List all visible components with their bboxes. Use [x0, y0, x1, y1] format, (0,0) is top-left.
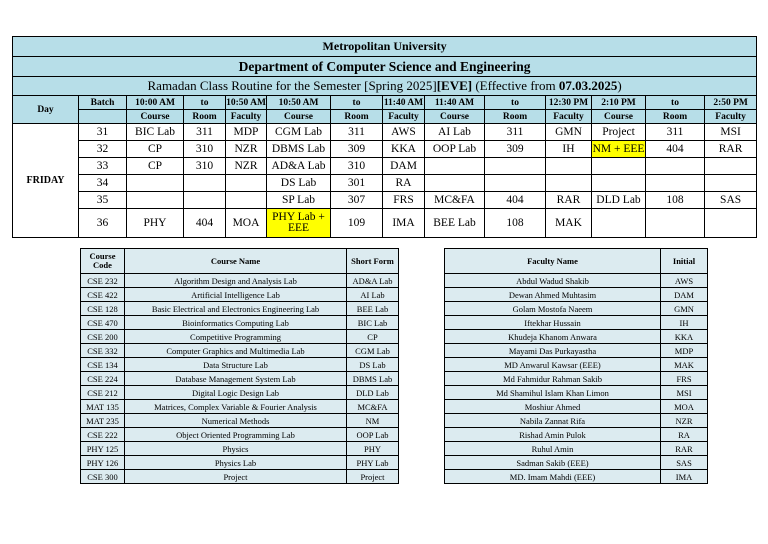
- routine-cell: NZR: [226, 141, 267, 158]
- routine-cell: RA: [383, 175, 425, 192]
- faculty-initial-cell: MSI: [661, 386, 708, 400]
- course-row: [81, 442, 399, 456]
- routine-cell: CGM Lab: [267, 124, 331, 141]
- routine-cell: KKA: [383, 141, 425, 158]
- faculty-name-cell: Md Shamihul Islam Khan Limon: [445, 386, 661, 400]
- course-code-header: Course Code: [81, 249, 125, 274]
- routine-cell: BIC Lab: [127, 124, 184, 141]
- course-name-cell: Basic Electrical and Electronics Engineering Lab: [125, 302, 347, 316]
- course-row: [81, 274, 399, 288]
- faculty-initial-cell: MOA: [661, 400, 708, 414]
- course-name-cell: Data Structure Lab: [125, 358, 347, 372]
- column-subheader: Room: [485, 110, 546, 124]
- routine-cell: [646, 209, 705, 238]
- routine-cell: 404: [184, 209, 226, 238]
- routine-cell: 108: [485, 209, 546, 238]
- faculty-initial-cell: RAR: [661, 442, 708, 456]
- routine-cell: [425, 175, 485, 192]
- course-name-cell: Object Oriented Programming Lab: [125, 428, 347, 442]
- routine-cell: AWS: [383, 124, 425, 141]
- faculty-name-cell: Ruhul Amin: [445, 442, 661, 456]
- day-cell: FRIDAY: [13, 124, 79, 238]
- batch-cell: 31: [79, 124, 127, 141]
- routine-cell: [705, 175, 757, 192]
- batch-cell: 35: [79, 192, 127, 209]
- routine-cell: GMN: [546, 124, 592, 141]
- faculty-name-header: Faculty Name: [445, 249, 661, 274]
- routine-cell: IMA: [383, 209, 425, 238]
- column-subheader: Course: [425, 110, 485, 124]
- routine-cell: 310: [184, 158, 226, 175]
- routine-cell: CP: [127, 158, 184, 175]
- course-name-cell: Physics Lab: [125, 456, 347, 470]
- time-header: 12:30 PM: [546, 96, 592, 110]
- routine-title: Ramadan Class Routine for the Semester [Spring 2025][EVE] (Effective from 07.03.2025): [13, 77, 757, 96]
- time-header: 10:50 AM: [267, 96, 331, 110]
- short-form-cell: OOP Lab: [347, 428, 399, 442]
- course-code-cell: CSE 470: [81, 316, 125, 330]
- faculty-initial-cell: MAK: [661, 358, 708, 372]
- short-form-cell: Project: [347, 470, 399, 484]
- short-form-cell: CP: [347, 330, 399, 344]
- routine-cell: NZR: [226, 158, 267, 175]
- time-header: to: [184, 96, 226, 110]
- column-subheader: Room: [184, 110, 226, 124]
- routine-cell: MDP: [226, 124, 267, 141]
- batch-cell: 36: [79, 209, 127, 238]
- routine-cell: RAR: [546, 192, 592, 209]
- short-form-cell: NM: [347, 414, 399, 428]
- routine-cell: [184, 175, 226, 192]
- course-code-cell: CSE 222: [81, 428, 125, 442]
- routine-cell: 108: [646, 192, 705, 209]
- routine-cell: DAM: [383, 158, 425, 175]
- faculty-name-cell: Nabila Zannat Rifa: [445, 414, 661, 428]
- routine-cell: [705, 209, 757, 238]
- faculty-name-cell: MD Anwarul Kawsar (EEE): [445, 358, 661, 372]
- routine-cell: MSI: [705, 124, 757, 141]
- batch-header: Batch: [79, 96, 127, 110]
- faculty-initial-cell: NZR: [661, 414, 708, 428]
- routine-cell: [226, 192, 267, 209]
- routine-cell: MOA: [226, 209, 267, 238]
- routine-cell: 310: [331, 158, 383, 175]
- course-code-cell: PHY 125: [81, 442, 125, 456]
- course-row: [81, 400, 399, 414]
- short-form-header: Short Form: [347, 249, 399, 274]
- faculty-name-cell: Md Fahmidur Rahman Sakib: [445, 372, 661, 386]
- routine-cell: AI Lab: [425, 124, 485, 141]
- batch-cell: 33: [79, 158, 127, 175]
- time-header: 11:40 AM: [383, 97, 424, 108]
- faculty-initial-cell: SAS: [661, 456, 708, 470]
- course-row: [81, 456, 399, 470]
- time-header: 2:10 PM: [592, 96, 646, 110]
- department-name: Department of Computer Science and Engineering: [13, 57, 757, 77]
- routine-cell: MAK: [546, 209, 592, 238]
- faculty-legend-table: [444, 248, 708, 484]
- routine-cell: SAS: [705, 192, 757, 209]
- course-name-cell: Digital Logic Design Lab: [125, 386, 347, 400]
- routine-cell: Project: [592, 124, 646, 141]
- time-header: to: [485, 96, 546, 110]
- faculty-initial-cell: FRS: [661, 372, 708, 386]
- routine-cell: 311: [646, 124, 705, 141]
- course-name-cell: Competitive Programming: [125, 330, 347, 344]
- course-name-cell: Numerical Methods: [125, 414, 347, 428]
- course-name-cell: Project: [125, 470, 347, 484]
- routine-cell-highlighted: NM + EEE: [592, 141, 646, 158]
- faculty-initial-cell: KKA: [661, 330, 708, 344]
- routine-cell: [592, 175, 646, 192]
- routine-cell: 109: [331, 209, 383, 238]
- routine-cell: DBMS Lab: [267, 141, 331, 158]
- routine-cell: 301: [331, 175, 383, 192]
- course-name-cell: Artificial Intelligence Lab: [125, 288, 347, 302]
- course-legend-table: [80, 248, 399, 484]
- course-code-cell: MAT 135: [81, 400, 125, 414]
- course-row: [81, 316, 399, 330]
- routine-cell: [485, 158, 546, 175]
- course-row: [81, 470, 399, 484]
- batch-subheader: [79, 110, 127, 124]
- routine-cell: DS Lab: [267, 175, 331, 192]
- course-name-cell: Algorithm Design and Analysis Lab: [125, 274, 347, 288]
- time-header: to: [331, 96, 383, 110]
- faculty-row: [445, 330, 708, 344]
- routine-cell: [546, 175, 592, 192]
- routine-cell: 404: [485, 192, 546, 209]
- routine-cell: 404: [646, 141, 705, 158]
- faculty-name-cell: Golam Mostofa Naeem: [445, 302, 661, 316]
- course-code-cell: CSE 422: [81, 288, 125, 302]
- faculty-row: [445, 414, 708, 428]
- routine-cell-highlighted: PHY Lab + EEE: [267, 209, 331, 238]
- faculty-row: [445, 302, 708, 316]
- routine-cell: [226, 175, 267, 192]
- course-name-header: Course Name: [125, 249, 347, 274]
- faculty-row: [445, 428, 708, 442]
- faculty-row: [445, 316, 708, 330]
- routine-cell: [425, 158, 485, 175]
- routine-cell: 310: [184, 141, 226, 158]
- column-subheader: Course: [267, 110, 331, 124]
- routine-cell: DLD Lab: [592, 192, 646, 209]
- course-code-cell: CSE 134: [81, 358, 125, 372]
- column-subheader: Faculty: [383, 110, 425, 124]
- faculty-row: [445, 358, 708, 372]
- course-row: [81, 344, 399, 358]
- routine-cell: 307: [331, 192, 383, 209]
- faculty-row: [445, 442, 708, 456]
- time-header: 2:50 PM: [705, 96, 757, 110]
- routine-cell: [646, 175, 705, 192]
- routine-cell: AD&A Lab: [267, 158, 331, 175]
- routine-cell: [184, 192, 226, 209]
- class-routine-table: [12, 36, 757, 238]
- short-form-cell: BIC Lab: [347, 316, 399, 330]
- faculty-row: [445, 456, 708, 470]
- time-header: 10:00 AM: [127, 96, 184, 110]
- routine-cell: [592, 158, 646, 175]
- short-form-cell: PHY: [347, 442, 399, 456]
- routine-cell: CP: [127, 141, 184, 158]
- column-subheader: Room: [331, 110, 383, 124]
- course-name-cell: Computer Graphics and Multimedia Lab: [125, 344, 347, 358]
- short-form-cell: DLD Lab: [347, 386, 399, 400]
- faculty-initial-cell: AWS: [661, 274, 708, 288]
- faculty-name-cell: Khudeja Khanom Anwara: [445, 330, 661, 344]
- course-name-cell: Bioinformatics Computing Lab: [125, 316, 347, 330]
- faculty-name-cell: Abdul Wadud Shakib: [445, 274, 661, 288]
- course-code-cell: PHY 126: [81, 456, 125, 470]
- routine-cell: OOP Lab: [425, 141, 485, 158]
- routine-cell: 311: [485, 124, 546, 141]
- batch-cell: 32: [79, 141, 127, 158]
- course-row: [81, 428, 399, 442]
- faculty-initial-cell: GMN: [661, 302, 708, 316]
- routine-cell: [646, 158, 705, 175]
- short-form-cell: CGM Lab: [347, 344, 399, 358]
- course-legend-body: [81, 274, 399, 484]
- routine-cell: [127, 192, 184, 209]
- column-subheader: Course: [127, 110, 184, 124]
- faculty-row: [445, 344, 708, 358]
- course-name-cell: Matrices, Complex Variable & Fourier Analysis: [125, 400, 347, 414]
- course-code-cell: CSE 128: [81, 302, 125, 316]
- faculty-legend-body: [445, 274, 708, 484]
- course-row: [81, 358, 399, 372]
- column-subheader: Faculty: [705, 110, 757, 124]
- course-row: [81, 330, 399, 344]
- routine-cell: 311: [184, 124, 226, 141]
- faculty-row: [445, 288, 708, 302]
- column-subheader: Faculty: [546, 110, 592, 124]
- batch-cell: 34: [79, 175, 127, 192]
- time-header: 10:50 AM: [226, 97, 266, 108]
- short-form-cell: PHY Lab: [347, 456, 399, 470]
- routine-cell: 309: [331, 141, 383, 158]
- routine-cell: 309: [485, 141, 546, 158]
- routine-cell: IH: [546, 141, 592, 158]
- column-subheader: Course: [592, 110, 646, 124]
- routine-cell: MC&FA: [425, 192, 485, 209]
- routine-cell: [705, 158, 757, 175]
- course-row: [81, 288, 399, 302]
- course-row: [81, 414, 399, 428]
- short-form-cell: MC&FA: [347, 400, 399, 414]
- faculty-name-cell: Iftekhar Hussain: [445, 316, 661, 330]
- course-row: [81, 386, 399, 400]
- time-header: 11:40 AM: [425, 96, 485, 110]
- course-row: [81, 302, 399, 316]
- routine-cell: SP Lab: [267, 192, 331, 209]
- column-subheader: Faculty: [226, 110, 267, 124]
- faculty-initial-cell: MDP: [661, 344, 708, 358]
- course-code-cell: CSE 232: [81, 274, 125, 288]
- course-row: [81, 372, 399, 386]
- faculty-name-cell: MD. Imam Mahdi (EEE): [445, 470, 661, 484]
- faculty-name-cell: Moshiur Ahmed: [445, 400, 661, 414]
- faculty-initial-cell: RA: [661, 428, 708, 442]
- course-code-cell: CSE 224: [81, 372, 125, 386]
- time-header: to: [646, 96, 705, 110]
- short-form-cell: DS Lab: [347, 358, 399, 372]
- routine-cell: FRS: [383, 192, 425, 209]
- faculty-row: [445, 470, 708, 484]
- faculty-row: [445, 372, 708, 386]
- faculty-initial-cell: IMA: [661, 470, 708, 484]
- short-form-cell: BEE Lab: [347, 302, 399, 316]
- course-name-cell: Physics: [125, 442, 347, 456]
- faculty-initial-cell: DAM: [661, 288, 708, 302]
- faculty-name-cell: Rishad Amin Pulok: [445, 428, 661, 442]
- routine-cell: PHY: [127, 209, 184, 238]
- short-form-cell: AI Lab: [347, 288, 399, 302]
- faculty-name-cell: Dewan Ahmed Muhtasim: [445, 288, 661, 302]
- faculty-row: [445, 400, 708, 414]
- column-subheader: Room: [646, 110, 705, 124]
- course-code-cell: CSE 212: [81, 386, 125, 400]
- short-form-cell: AD&A Lab: [347, 274, 399, 288]
- routine-cell: [592, 209, 646, 238]
- faculty-name-cell: Mayami Das Purkayastha: [445, 344, 661, 358]
- course-name-cell: Database Management System Lab: [125, 372, 347, 386]
- routine-cell: RAR: [705, 141, 757, 158]
- faculty-initial-cell: IH: [661, 316, 708, 330]
- routine-cell: [485, 175, 546, 192]
- faculty-row: [445, 274, 708, 288]
- short-form-cell: DBMS Lab: [347, 372, 399, 386]
- routine-cell: BEE Lab: [425, 209, 485, 238]
- university-name: Metropolitan University: [13, 37, 757, 57]
- day-header: Day: [13, 96, 79, 124]
- routine-cell: [127, 175, 184, 192]
- course-code-cell: MAT 235: [81, 414, 125, 428]
- course-code-cell: CSE 200: [81, 330, 125, 344]
- course-code-cell: CSE 300: [81, 470, 125, 484]
- course-code-cell: CSE 332: [81, 344, 125, 358]
- faculty-name-cell: Sadman Sakib (EEE): [445, 456, 661, 470]
- routine-cell: 311: [331, 124, 383, 141]
- routine-cell: [546, 158, 592, 175]
- initial-header: Initial: [661, 249, 708, 274]
- faculty-row: [445, 386, 708, 400]
